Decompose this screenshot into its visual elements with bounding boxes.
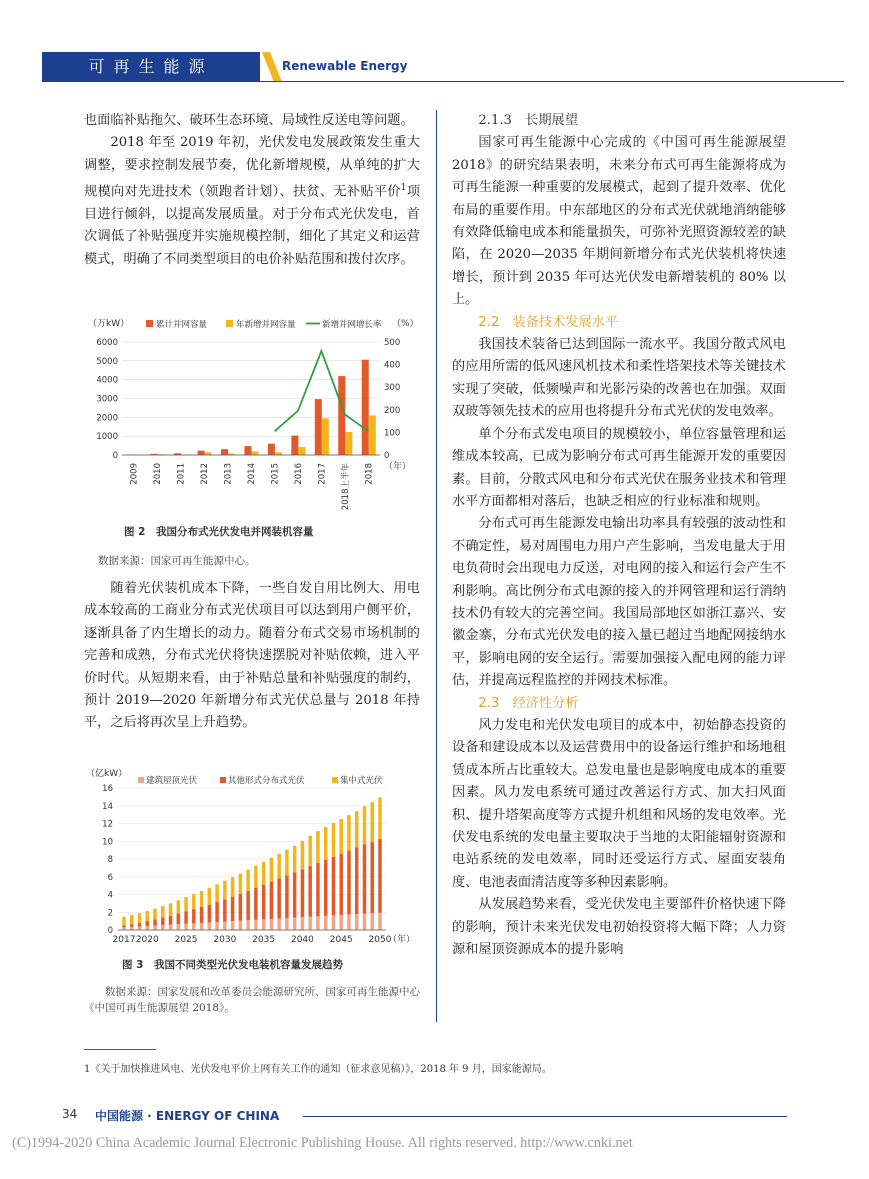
y-tick-label: 2000: [96, 413, 118, 424]
figure2-caption: 图 2 我国分布式光伏发电并网装机容量: [124, 526, 314, 538]
bar-centralized: [138, 913, 141, 923]
bar-rooftop: [223, 922, 226, 930]
bar-centralized: [200, 891, 203, 907]
x-tick-label: 2050: [368, 935, 392, 945]
y-tick-label: 6000: [96, 338, 118, 348]
bar-centralized: [177, 900, 180, 913]
x-tick-label: 2030: [213, 935, 237, 945]
bar-centralized: [355, 811, 358, 847]
bar-cumulative: [338, 376, 345, 455]
section-heading: 2.3 经济性分析: [478, 695, 579, 711]
bar-rooftop: [293, 918, 296, 930]
legend-label: 年新增并网容量: [236, 320, 296, 330]
bar-rooftop: [239, 921, 242, 930]
figure3-caption: 图 3 我国不同类型光伏发电装机容量发展趋势: [122, 959, 343, 971]
bar-other-distributed: [215, 902, 218, 922]
x-tick-label: 2012: [200, 463, 211, 485]
y-tick-label: 2: [107, 908, 113, 919]
y2-tick-label: 400: [384, 360, 401, 371]
bar-centralized: [339, 819, 342, 854]
bar-rooftop: [169, 925, 172, 930]
bar-centralized: [254, 866, 257, 888]
header-title-cn: 可再生能源: [88, 57, 214, 76]
y-tick-label: 16: [102, 784, 113, 794]
bar-rooftop: [177, 924, 180, 930]
bar-other-distributed: [293, 872, 296, 917]
bar-other-distributed: [277, 879, 280, 919]
bar-cumulative: [221, 449, 228, 455]
bar-centralized: [270, 858, 273, 882]
bar-centralized: [262, 862, 265, 885]
bar-centralized: [169, 903, 172, 915]
legend-swatch: [332, 777, 338, 783]
y-tick-label: 10: [102, 837, 113, 848]
bar-centralized: [301, 841, 304, 869]
bar-cumulative: [268, 444, 275, 455]
bar-rooftop: [285, 918, 288, 930]
legend-label: 集中式光伏: [340, 776, 383, 786]
paragraph: 2018 年至 2019 年初，光伏发电发展政策发生重大调整，要求控制发展节奏，优化新增规模，从单纯的扩大规模向对先进技术（领跑者计划）、扶贫、无补贴平价$^1$项目进行倾斜，以提高发展质量。对于分布式光伏发电，首次调低了补贴强度并实施规模控制，细化了其定义和运营模式，明确了不同类型项目的电价补贴范围和拨付次序。: [84, 135, 421, 267]
bar-other-distributed: [301, 869, 304, 917]
y-tick-label: 0: [112, 451, 118, 461]
y-tick-label: 1000: [96, 432, 118, 443]
figure2-source: 数据来源：国家可再生能源中心。: [98, 555, 256, 567]
bar-centralized: [378, 797, 381, 839]
y-tick-label: 5000: [96, 356, 118, 367]
x-tick-label: 2018上半年: [340, 463, 351, 511]
bar-other-distributed: [308, 866, 311, 917]
bar-centralized: [285, 850, 288, 876]
y-tick-label: 0: [107, 926, 113, 936]
bar-new: [298, 447, 305, 455]
y-axis-unit: （亿kW）: [86, 769, 128, 779]
x-tick-label: 2018: [364, 463, 375, 485]
bar-centralized: [370, 802, 373, 842]
bar-cumulative: [362, 360, 369, 455]
bar-rooftop: [324, 916, 327, 930]
y2-axis-unit: （%）: [392, 319, 419, 329]
bar-other-distributed: [370, 842, 373, 913]
paragraph: 我国技术装备已达到国际一流水平。我国分散式风电的应用所需的低风速风机技术和柔性塔架技术等关键技术实现了突破，低频噪声和光影污染的改善也在加强。双面双玻等领先技术的应用也将提升分布式光伏的发电效率。: [452, 337, 786, 420]
bar-cumulative: [291, 436, 298, 455]
x-tick-label: 2013: [223, 463, 234, 485]
x-tick-label: 2009: [129, 463, 140, 485]
bar-other-distributed: [153, 919, 156, 925]
x-tick-label: 2020: [135, 935, 159, 945]
y-tick-label: 8: [107, 855, 113, 865]
y2-tick-label: 200: [384, 405, 401, 416]
bar-centralized: [122, 917, 125, 926]
bar-other-distributed: [146, 921, 149, 926]
footer-rule: [303, 1116, 787, 1117]
bar-centralized: [161, 906, 164, 918]
y2-tick-label: 300: [384, 383, 401, 394]
header-title-en: Renewable Energy: [282, 59, 408, 73]
bar-other-distributed: [177, 914, 180, 925]
left-column-middle: [84, 578, 420, 735]
bar-rooftop: [347, 914, 350, 930]
bar-other-distributed: [254, 888, 257, 920]
y2-tick-label: 500: [384, 338, 401, 348]
bar-centralized: [246, 870, 249, 891]
x-tick-label: 2010: [153, 463, 164, 485]
x-axis-unit: （年）: [388, 935, 416, 945]
legend-label: 累计并网容量: [156, 320, 208, 330]
bar-other-distributed: [339, 854, 342, 915]
bar-other-distributed: [239, 894, 242, 921]
bar-other-distributed: [378, 839, 381, 913]
bar-centralized: [208, 888, 211, 905]
footnote: 1《关于加快推进风电、光伏发电平价上网有关工作的通知（征求意见稿）》，2018 年 9 月，国家能源局。: [84, 1064, 552, 1075]
bar-rooftop: [308, 917, 311, 930]
subsection-heading: 2.1.3 长期展望: [478, 113, 578, 128]
legend-swatch: [146, 320, 153, 327]
bar-new: [369, 415, 376, 455]
bar-rooftop: [277, 918, 280, 930]
x-tick-label: 2011: [176, 463, 187, 485]
y2-tick-label: 0: [384, 451, 390, 461]
bar-rooftop: [270, 919, 273, 930]
paragraph: 随着光伏装机成本下降，一些自发自用比例大、用电成本较高的工商业分布式光伏项目可以达到用户侧平价，逐渐具备了内生增长的动力。随着分布式交易市场机制的完善和成熟，分布式光伏将快速摆脱对补贴依赖，进入平价时代。从短期来看，由于补贴总量和补贴强度的制约，预计 2019—2020 年新增分布式光伏总量与 2018 年持平，之后将再次呈上升趋势。: [84, 581, 420, 731]
bar-centralized: [239, 874, 242, 894]
bar-new: [322, 418, 329, 455]
x-tick-label: 2045: [329, 935, 353, 945]
copyright-notice: (C)1994-2020 China Academic Journal Electronic Publishing House. All rights reserved. http://www.cnki.net: [12, 1135, 633, 1151]
legend-swatch: [226, 320, 233, 327]
bar-rooftop: [184, 924, 187, 930]
x-tick-label: 2025: [174, 935, 198, 945]
bar-rooftop: [339, 915, 342, 930]
bar-rooftop: [138, 926, 141, 930]
bar-other-distributed: [316, 863, 319, 916]
bar-other-distributed: [347, 851, 350, 915]
bar-rooftop: [200, 923, 203, 930]
bar-other-distributed: [285, 875, 288, 918]
bar-other-distributed: [324, 860, 327, 916]
journal-name: 中国能源 · ENERGY OF CHINA: [95, 1109, 280, 1123]
left-column-top: [84, 110, 420, 271]
bar-rooftop: [153, 926, 156, 930]
bar-rooftop: [316, 916, 319, 930]
bar-rooftop: [215, 922, 218, 930]
bar-other-distributed: [130, 924, 133, 927]
right-column: [452, 110, 786, 961]
section-heading: 2.2 装备技术发展水平: [478, 314, 619, 330]
y-tick-label: 4000: [96, 375, 118, 386]
bar-other-distributed: [122, 926, 125, 928]
bar-cumulative: [244, 446, 251, 455]
paragraph: 从发展趋势来看，受光伏发电主要部件价格快速下降的影响，预计未来光伏发电初始投资将大幅下降；人力资源和屋顶资源成本的提升影响: [452, 897, 786, 958]
bar-rooftop: [231, 921, 234, 930]
y-tick-label: 12: [102, 819, 113, 830]
bar-centralized: [192, 894, 195, 909]
legend-swatch: [220, 777, 226, 783]
bar-centralized: [146, 911, 149, 921]
x-tick-label: 2040: [290, 935, 314, 945]
bar-other-distributed: [192, 909, 195, 923]
bar-centralized: [130, 915, 133, 924]
bar-centralized: [277, 854, 280, 879]
x-tick-label: 2035: [252, 935, 276, 945]
bar-other-distributed: [161, 918, 164, 926]
paragraph: 也面临补贴拖欠、破环生态环境、局域性反送电等问题。: [84, 113, 414, 128]
bar-rooftop: [262, 919, 265, 930]
bar-rooftop: [355, 914, 358, 930]
legend-label: 新增并网增长率: [322, 320, 382, 330]
y-tick-label: 3000: [96, 394, 118, 405]
figure2-chart: [84, 312, 420, 520]
bar-rooftop: [146, 926, 149, 930]
y-tick-label: 4: [107, 890, 113, 901]
figure3-source: 数据来源：国家发展和改革委员会能源研究所、国家可再生能源中心《中国可再生能源展望 2018》。: [84, 986, 420, 1014]
bar-other-distributed: [208, 905, 211, 923]
bar-rooftop: [192, 923, 195, 930]
x-tick-label: 2017: [112, 935, 136, 945]
bar-rooftop: [332, 915, 335, 930]
bar-centralized: [332, 823, 335, 857]
bar-centralized: [324, 827, 327, 860]
x-tick-label: 2016: [293, 463, 304, 485]
bar-centralized: [153, 909, 156, 920]
x-tick-label: 2017: [317, 463, 328, 485]
bar-cumulative: [198, 451, 205, 455]
y-tick-label: 14: [102, 801, 113, 812]
bar-rooftop: [246, 920, 249, 930]
y2-tick-label: 100: [384, 428, 401, 439]
paragraph: 国家可再生能源中心完成的《中国可再生能源展望 2018》的研究结果表明，未来分布式可再生能源将成为可再生能源一种重要的发展模式，起到了提升效率、优化布局的重要作用。中东部地区的分布式光伏就地消纳能够有效降低输电成本和能量损失，可弥补光照资源较差的缺陷，在 2020—2035 年期间新增分布式光伏装机将快速增长，预计到 2035 年可达光伏发电新增装机的 80% 以上。: [452, 135, 786, 308]
bar-centralized: [293, 846, 296, 873]
bar-centralized: [316, 831, 319, 863]
header-rule: [42, 81, 844, 82]
bar-centralized: [363, 806, 366, 844]
figure3-chart: [84, 766, 420, 948]
footnote-rule: [84, 1049, 156, 1050]
bar-other-distributed: [184, 911, 187, 923]
legend-label: 其他形式分布式光伏: [228, 776, 305, 786]
bar-centralized: [215, 884, 218, 902]
x-tick-label: 2014: [247, 463, 257, 485]
bar-other-distributed: [355, 847, 358, 914]
paragraph: 单个分布式发电项目的规模较小，单位容量管理和运维成本较高，已成为影响分布式可再生能源开发的重要因素。目前，分散式风电和分布式光伏在服务业技术和管理水平方面都相对落后，也缺乏相应的行业标准和规则。: [452, 426, 786, 509]
bar-other-distributed: [332, 857, 335, 916]
y-axis-unit: （万kW）: [88, 319, 130, 329]
page-number: 34: [62, 1107, 78, 1121]
bar-other-distributed: [169, 916, 172, 925]
legend-swatch: [138, 777, 144, 783]
bar-centralized: [223, 881, 226, 900]
bar-rooftop: [254, 920, 257, 930]
footnote-ref[interactable]: 1: [400, 183, 407, 194]
bar-rooftop: [208, 922, 211, 930]
bar-other-distributed: [270, 882, 273, 919]
bar-other-distributed: [138, 923, 141, 927]
bar-rooftop: [161, 925, 164, 930]
bar-cumulative: [315, 399, 322, 455]
bar-rooftop: [301, 917, 304, 930]
bar-other-distributed: [262, 885, 265, 920]
bar-other-distributed: [223, 899, 226, 921]
paragraph: 风力发电和光伏发电项目的成本中，初始静态投资的设备和建设成本以及运营费用中的设备运行维护和场地租赁成本所占比重较大。总发电量也是影响度电成本的重要因素。风力发电系统可通过改善运行方式、加大扫风面积、提升塔架高度等方式提升机组和风场的发电效率。光伏发电系统的发电量主要取决于当地的太阳能辐射资源和电站系统的发电效率，同时还受运行方式、屋面安装角度、电池表面清洁度等多种因素影响。: [452, 717, 786, 890]
paragraph: 分布式可再生能源发电输出功率具有较强的波动性和不确定性，易对周围电力用户产生影响，当发电量大于用电负荷时会出现电力反送，对电网的接入和运行会产生不利影响。高比例分布式电源的接入的并网管理和运行消纳技术仍有较大的完善空间。我国局部地区如浙江嘉兴、安徽金寨，分布式光伏发电的接入量已超过当地配网接纳水平，影响电网的安全运行。需要加强接入配电网的能力评估，并提高远程监控的并网技术标准。: [452, 516, 786, 689]
bar-other-distributed: [246, 891, 249, 920]
bar-centralized: [231, 877, 234, 897]
column-divider: [436, 110, 437, 1022]
y-tick-label: 6: [107, 872, 113, 883]
bar-other-distributed: [231, 897, 234, 921]
bar-other-distributed: [363, 844, 366, 913]
bar-centralized: [347, 815, 350, 851]
x-tick-label: 2015: [270, 463, 281, 485]
bar-rooftop: [378, 913, 381, 930]
bar-rooftop: [370, 913, 373, 930]
bar-rooftop: [363, 914, 366, 930]
x-axis-unit: （年）: [384, 462, 412, 472]
running-header: [42, 52, 844, 82]
bar-rooftop: [130, 927, 133, 930]
bar-other-distributed: [200, 907, 203, 923]
legend-label: 建筑屋顶光伏: [146, 776, 198, 786]
bar-new: [251, 451, 258, 455]
bar-centralized: [184, 897, 187, 911]
bar-centralized: [308, 836, 311, 866]
bar-new: [345, 432, 352, 455]
